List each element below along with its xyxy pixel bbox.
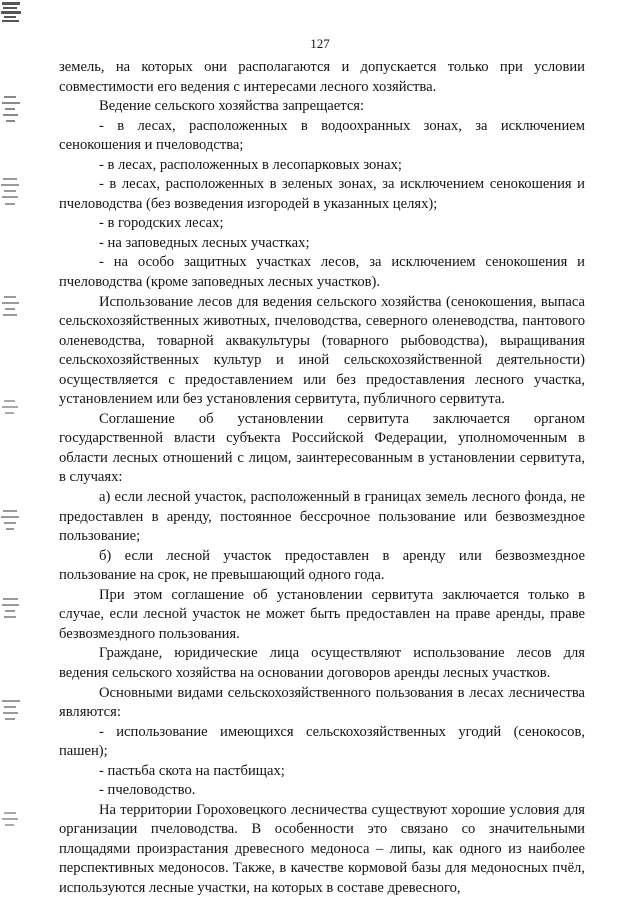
paragraph: Граждане, юридические лица осуществляют использование лесов для ведения сельского хозяйства на основании договоров аренды лесных участков. bbox=[59, 645, 585, 681]
page-number: 127 bbox=[310, 36, 330, 51]
paragraph: На территории Гороховецкого лесничества существуют хорошие условия для организации пчеловодства. В особенности это связано со значительными площадями произрастания древесного медоноса – липы, как одного из наиболее перспективных медоносов. Также, в качестве кормовой базы для медоносных пчёл, используются лесные участки, на которых в составе древесного, bbox=[59, 801, 585, 896]
list-item: - в лесах, расположенных в водоохранных зонах, за исключением сенокошения и пчеловодства; bbox=[59, 117, 585, 154]
paragraph: Основными видами сельскохозяйственного пользования в лесах лесничества являются: bbox=[59, 684, 585, 721]
list-item: - в городских лесах; bbox=[99, 215, 224, 232]
body-text bbox=[59, 58, 585, 899]
list-item: - в лесах, расположенных в лесопарковых зонах; bbox=[99, 156, 402, 173]
list-item: б) если лесной участок предоставлен в аренду или безвозмездное пользование на срок, не превышающий одного года. bbox=[59, 547, 585, 584]
list-item: а) если лесной участок, расположенный в границах земель лесного фонда, не предоставлен в аренду, постоянное бессрочное пользование или безвозмездное пользование; bbox=[59, 489, 585, 545]
paragraph: Ведение сельского хозяйства запрещается: bbox=[99, 98, 365, 115]
list-item: - на особо защитных участках лесов, за исключением сенокошения и пчеловодства (кроме заповедных лесных участков). bbox=[59, 254, 585, 291]
paragraph: Соглашение об установлении сервитута заключается органом государственной власти субъекта Российской Федерации, уполномоченным в области лесных отношений с лицом, заинтересованным в установлении сервитута, в случаях: bbox=[59, 410, 585, 486]
list-item: - пчеловодство. bbox=[99, 782, 196, 799]
paragraph: При этом соглашение об установлении сервитута заключается только в случае, если лесной участок не может быть предоставлен на праве аренды, праве безвозмездного пользования. bbox=[59, 586, 585, 642]
paragraph: земель, на которых они располагаются и допускается только при условии совместимости его ведения с интересами лесного хозяйства. bbox=[59, 59, 585, 95]
list-item: - использование имеющихся сельскохозяйственных угодий (сенокосов, пашен); bbox=[59, 723, 585, 760]
scan-edge-artifacts bbox=[0, 0, 40, 908]
list-item: - в лесах, расположенных в зеленых зонах, за исключением сенокошения и пчеловодства (без возведения изгородей в указанных целях); bbox=[59, 176, 585, 212]
list-item: - на заповедных лесных участках; bbox=[99, 234, 310, 251]
list-item: - пастьба скота на пастбищах; bbox=[99, 762, 285, 779]
paragraph: Использование лесов для ведения сельского хозяйства (сенокошения, выпаса сельскохозяйственных животных, пчеловодства, северного оленеводства, пантового оленеводства, товарной аквакультуры (товарного рыбоводства), выращивания сельскохозяйственных культур и иной сельскохозяйственной деятельности) осуществляется с предоставлением или без предоставления лесного участка, установлением или без установления сервитута, публичного сервитута. bbox=[59, 293, 585, 408]
